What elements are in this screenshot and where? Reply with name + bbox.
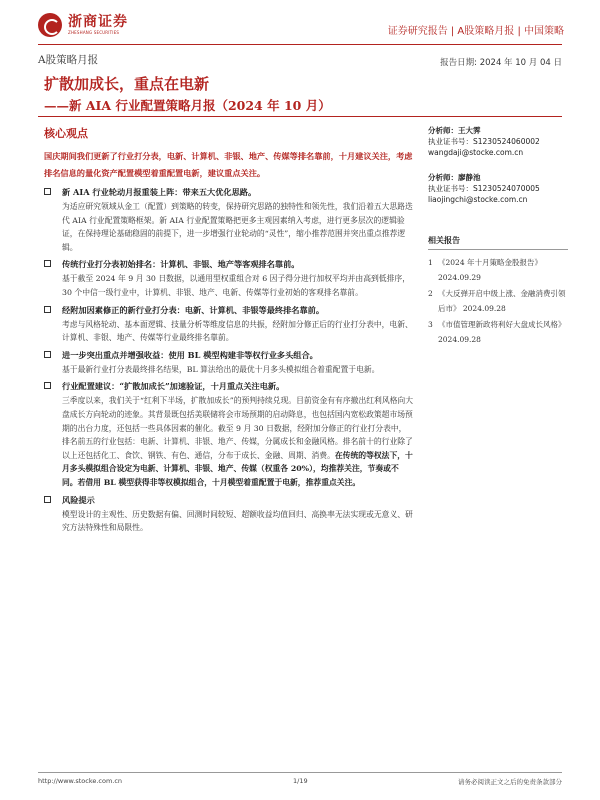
related-report-number: 2: [428, 289, 433, 298]
related-report-number: 1: [428, 258, 433, 267]
bullet-box-icon: [44, 260, 51, 267]
core-viewpoints-heading: 核心观点: [44, 127, 88, 140]
analyst-name: 分析师：廖静池: [428, 173, 481, 182]
viewpoint-item: [44, 303, 414, 345]
sidebar: [428, 125, 568, 348]
related-report-link[interactable]: [428, 286, 568, 316]
viewpoint-body: 考虑与风格轮动、基本面逻辑、技量分析等维度信息的共振，经附加分修正后的行业打分表中，电新、计算机、非银、地产、传媒等行业最终排名靠前。: [62, 319, 413, 343]
page-footer: [38, 772, 562, 786]
risk-warning-body: 模型设计的主观性、历史数据有偏、回测时间较短、超额收益均值回归、高换率无法实现或无意义、研究方法特殊性和局限性。: [62, 509, 413, 533]
viewpoint-body: 基于截至 2024 年 9 月 30 日数据，以通用型权重组合对 6 因子得分进行加权平均并由高到低排序，30 个中信一级行业中，计算机、非银、地产、电新、传媒等行业初始的客观排名靠前。: [62, 274, 410, 297]
related-report-number: 3: [428, 320, 433, 329]
bullet-box-icon: [44, 351, 51, 358]
page-subtitle: ——新 AIA 行业配置策略月报（2024 年 10 月）: [44, 98, 331, 113]
related-report-title: 《大反弹开启中级上涨、金融消费引领后市》 2024.09.28: [438, 289, 566, 313]
viewpoint-heading: 经附加因素修正的新行业打分表：电新、计算机、非银等最终排名靠前。: [62, 304, 325, 315]
viewpoint-body: 为适应研究领域从金工（配置）到策略的转变，保持研究思路的独特性和领先性，我们沿着五大思路迭代 AIA 行业配置策略框架。新 AIA 行业配置策略把更多主观因素纳入考虑，进行更多层次的逻辑验证，在保持理论基础稳固的前提下，进一步增强行业轮动的“灵性”，缩小推荐范围并突出重点推荐逻辑。: [62, 202, 413, 252]
company-logo: [38, 13, 128, 37]
viewpoint-heading: 进一步突出重点并增强收益：使用 BL 模型构建非等权行业多头组合。: [62, 349, 318, 360]
related-report-title: 《2024 年十月策略金股报告》 2024.09.29: [438, 258, 542, 282]
analyst-cert: 执业证书号：S1230524070005: [428, 184, 540, 193]
report-type: A股策略月报: [38, 54, 99, 66]
website-link[interactable]: http://www.stocke.com.cn: [38, 777, 123, 785]
related-report-link[interactable]: [428, 255, 568, 285]
viewpoint-body: 基于最新行业打分表最终排名结果，BL 算法给出的最优十月多头模拟组合着重配置于电新。: [62, 364, 380, 374]
page-title: 扩散加成长，重点在电新: [44, 75, 210, 93]
header-divider: [38, 44, 562, 45]
risk-warning-item: [44, 493, 414, 535]
bullet-box-icon: [44, 306, 51, 313]
core-intro: 国庆期间我们更新了行业打分表，电新、计算机、非银、地产、传媒等排名靠前，十月建议关注，考虑排名信息的量化资产配置模型着重配置电新，建议重点关注。: [44, 151, 413, 178]
page-number: 1/19: [293, 777, 308, 785]
report-date: 报告日期: 2024 年 10 月 04 日: [440, 58, 562, 68]
risk-warning-heading: 风险提示: [62, 494, 95, 505]
logo-subtitle: ZHESHANG SECURITIES: [68, 30, 120, 35]
analyst-cert: 执业证书号：S1230524060002: [428, 137, 540, 146]
viewpoint-body: [62, 394, 414, 489]
related-report-title: 《市值管理新政将利好大盘成长风格》 2024.09.28: [438, 320, 566, 344]
bullet-box-icon: [44, 188, 51, 195]
logo-name: 浙商证券: [68, 14, 128, 30]
viewpoint-item: [44, 185, 414, 254]
disclaimer-note: 请务必阅读正文之后的免责条款部分: [458, 778, 562, 786]
core-viewpoints-section: [44, 125, 414, 535]
bullet-box-icon: [44, 382, 51, 389]
analyst-email[interactable]: liaojingchi@stocke.com.cn: [428, 195, 528, 204]
bullet-box-icon: [44, 496, 51, 503]
analyst-email[interactable]: wangdaji@stocke.com.cn: [428, 148, 524, 157]
viewpoint-heading: 传统行业打分表初始排名：计算机、非银、地产等客观排名靠前。: [62, 259, 300, 270]
viewpoint-item: [44, 348, 414, 377]
viewpoint-heading: 行业配置建议：“扩散加成长”加速验证，十月重点关注电新。: [62, 381, 285, 392]
report-category-nav: 证券研究报告 | A股策略月报 | 中国策略: [387, 26, 564, 37]
related-reports-heading: 相关报告: [428, 235, 568, 250]
analyst-name: 分析师：王大霁: [428, 126, 481, 135]
related-report-link[interactable]: [428, 317, 568, 347]
analyst-card: [428, 125, 568, 158]
analyst-card: [428, 172, 568, 205]
title-divider: [38, 116, 562, 117]
viewpoint-item: [44, 379, 414, 489]
viewpoint-body-emphasis: 在传统的等权法下，十月多头模拟组合设定为电新、计算机、非银、地产、传媒（权重各 20%），均推荐关注，节奏或不同。若借用 BL 模型获得非等权模拟组合，十月模型着重配置于电新，推荐重点关注。: [62, 450, 413, 487]
viewpoint-item: [44, 257, 414, 299]
viewpoint-heading: 新 AIA 行业轮动月报重装上阵：带来五大优化思路。: [62, 187, 257, 197]
viewpoint-body-text: 三季度以来，我们关于“红利下半场，扩散加成长”的预判持续兑现。目前资金有有序撤出红利风格向大盘成长方向轮动的迹象。其背景既包括美联储将会市场预期的启动降息，也包括国内宽松政策超市场预期的出台力度，还包括一些具体因素的催化。截至 9 月 30 日数据，经附加分修正的行业打分表中，排名前五的行业包括：电新、计算机、非银、地产、传媒，分属成长和金融风格。排名前十的行业除了以上还包括化工、食饮、钢铁、有色、通信，分布于成长、金融、周期、消费。: [62, 396, 414, 460]
logo-mark-icon: [38, 13, 62, 37]
